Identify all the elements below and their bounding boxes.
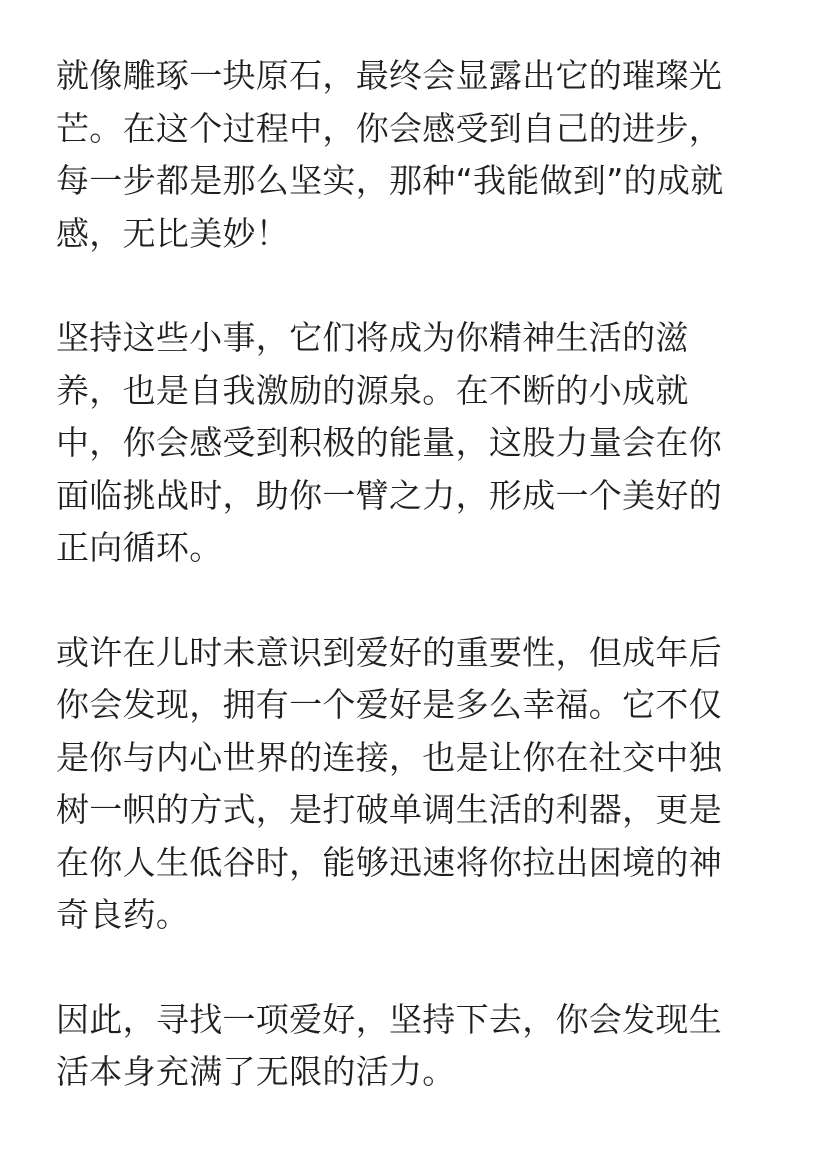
text-line: 奇良药。: [56, 895, 190, 934]
text-line: 坚持这些小事，它们将成为你精神生活的滋: [56, 318, 689, 357]
text-line: 或许在儿时未意识到爱好的重要性，但成年后: [56, 632, 722, 672]
paragraph-1: [56, 50, 768, 260]
paragraph-2: [56, 312, 768, 575]
text-line: 活本身充满了无限的活力。: [56, 1052, 456, 1091]
text-line: 在你人生低谷时，能够迅速将你拉出困境的神: [56, 842, 722, 882]
text-line: 就像雕琢一块原石，最终会显露出它的璀璨光: [56, 56, 722, 95]
paragraph-3: [56, 627, 768, 942]
text-line: 是你与内心世界的连接，也是让你在社交中独: [56, 737, 722, 777]
paragraph-4: [56, 994, 768, 1099]
text-line: 正向循环。: [56, 528, 223, 567]
article-body: [56, 50, 768, 1151]
text-line: 芒。在这个过程中，你会感受到自己的进步，: [56, 108, 722, 148]
text-line: 你会发现，拥有一个爱好是多么幸福。它不仅: [56, 685, 722, 724]
text-line: 中，你会感受到积极的能量，这股力量会在你: [56, 423, 722, 462]
text-line: 每一步都是那么坚实，那种“我能做到”的成就: [56, 161, 724, 200]
text-line: 面临挑战时，助你一臂之力，形成一个美好的: [56, 475, 722, 515]
text-line: 养，也是自我激励的源泉。在不断的小成就: [56, 370, 689, 410]
text-line: 因此，寻找一项爱好，坚持下去，你会发现生: [56, 999, 722, 1039]
text-line: 树一帜的方式，是打破单调生活的利器，更是: [56, 790, 722, 829]
text-line: 感，无比美妙！: [56, 213, 290, 253]
